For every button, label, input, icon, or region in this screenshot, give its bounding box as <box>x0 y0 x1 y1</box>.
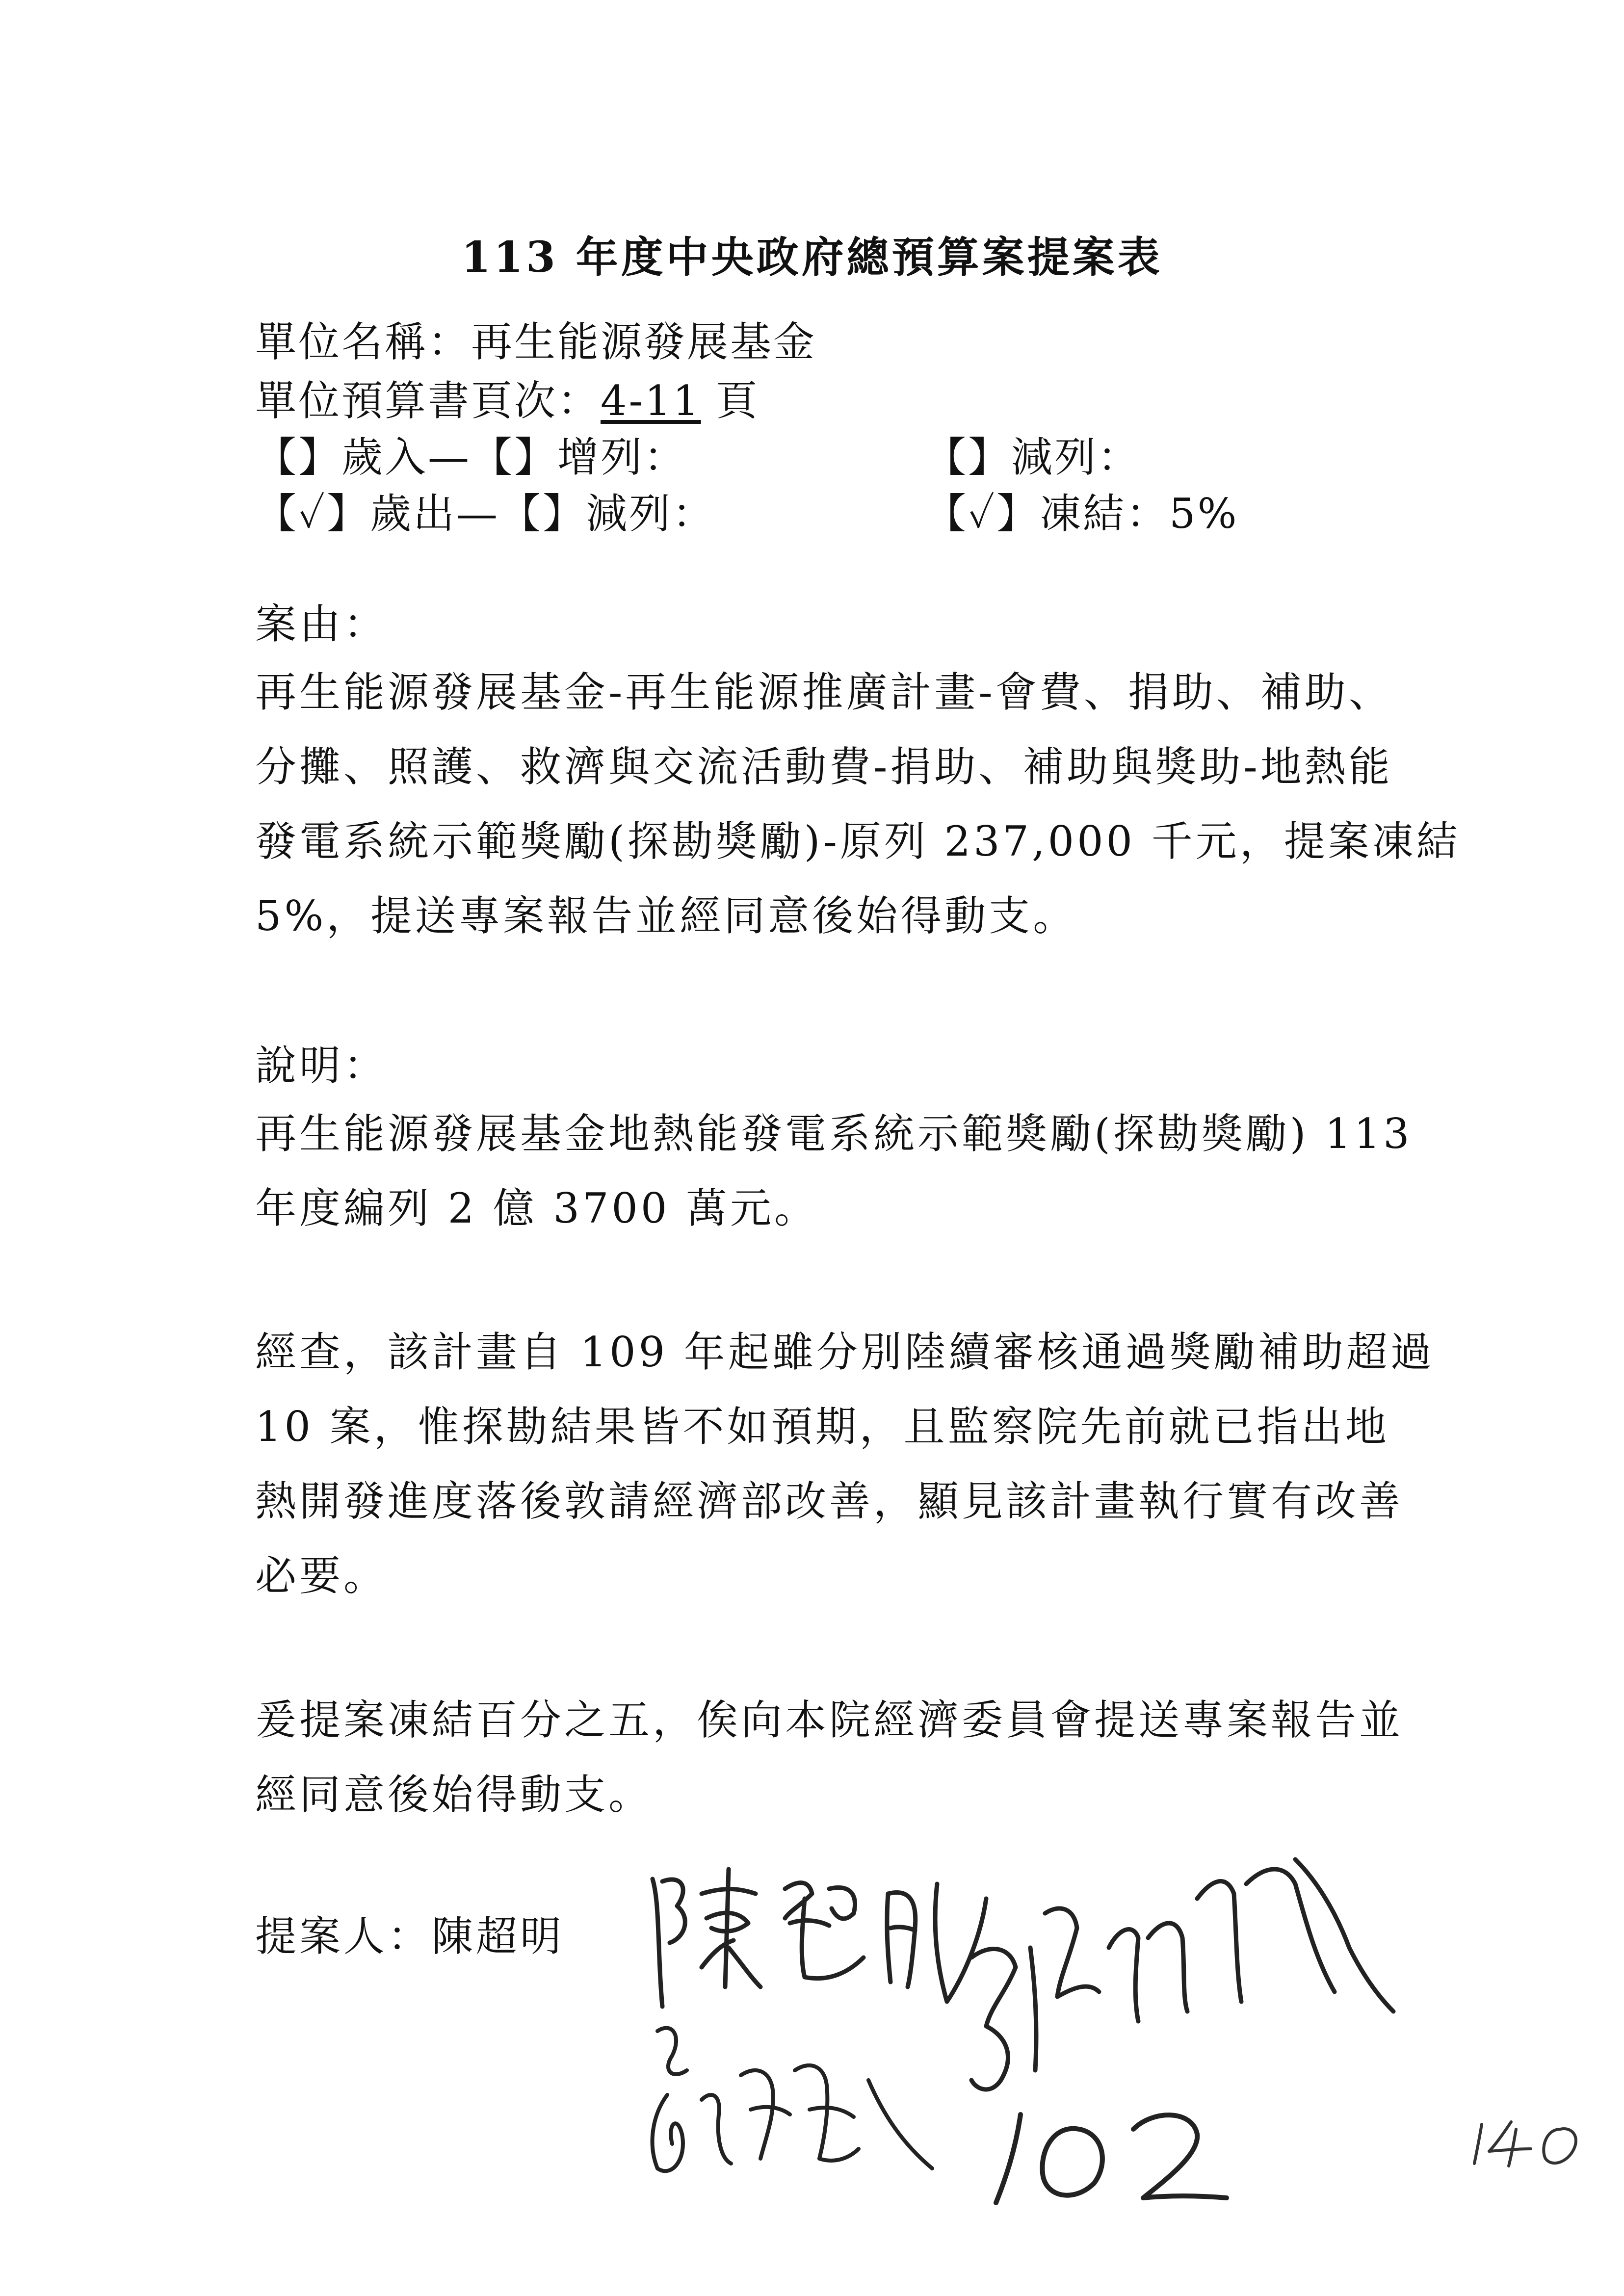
reason-heading: 案由： <box>255 600 388 648</box>
handwritten-signature-second <box>638 2011 942 2188</box>
reason-text <box>255 655 1461 953</box>
page-reference-unit: 頁 <box>701 377 760 425</box>
page-reference <box>255 368 759 427</box>
explanation-paragraph-1 <box>255 1096 1413 1246</box>
reason-line: 發電系統示範獎勵(探勘獎勵)-原列 237,000 千元，提案凍結 <box>255 817 1461 865</box>
explanation-line: 爰提案凍結百分之五，俟向本院經濟委員會提送專案報告並 <box>255 1696 1404 1744</box>
option-income-decrease: 【】減列： <box>925 433 1141 481</box>
explanation-line: 熱開發進度落後敦請經濟部改善，顯見該計畫執行實有改善 <box>255 1477 1404 1525</box>
proposer-line: 提案人：陳超明 <box>255 1912 565 1960</box>
handwritten-signature-third-drawing <box>962 1850 1403 2124</box>
explanation-line: 經查，該計畫自 109 年起雖分別陸續審核通過獎勵補助超過 <box>255 1328 1435 1376</box>
handwritten-signature-third <box>962 1850 1403 2124</box>
explanation-paragraph-2 <box>255 1315 1435 1613</box>
reason-line: 分攤、照護、救濟與交流活動費-捐助、補助與獎助-地熱能 <box>255 743 1393 791</box>
reason-line: 5%，提送專案報告並經同意後始得動支。 <box>255 892 1077 940</box>
handwritten-number-102-drawing <box>981 2085 1236 2213</box>
option-income-increase: 【】歲入—【】增列： <box>255 433 687 481</box>
handwritten-signature-second-drawing <box>638 2011 942 2188</box>
option-expense-decrease: 【✓】歲出—【】減列： <box>255 490 716 538</box>
explanation-line: 再生能源發展基金地熱能發電系統示範獎勵(探勘獎勵) 113 <box>255 1110 1413 1158</box>
page-reference-value: 4-11 <box>601 377 701 425</box>
explanation-line: 年度編列 2 億 3700 萬元。 <box>255 1184 819 1232</box>
explanation-paragraph-3 <box>255 1683 1404 1832</box>
handwritten-page-mark-140 <box>1467 2110 1595 2168</box>
signature-chen-chao-ming-drawing <box>643 1859 996 2016</box>
explanation-line: 必要。 <box>255 1552 388 1600</box>
option-freeze: 【✓】凍結：5% <box>925 490 1239 538</box>
unit-name: 單位名稱：再生能源發展基金 <box>255 318 817 366</box>
explanation-heading: 說明： <box>255 1042 388 1090</box>
document-title: 113 年度中央政府總預算案提案表 <box>461 233 1163 282</box>
signature-chen-chao-ming <box>643 1859 996 2016</box>
handwritten-number-102 <box>981 2085 1236 2213</box>
reason-line: 再生能源發展基金-再生能源推廣計畫-會費、捐助、補助、 <box>255 668 1393 716</box>
handwritten-page-mark-140-drawing <box>1467 2110 1595 2168</box>
explanation-line: 10 案，惟探勘結果皆不如預期，且監察院先前就已指出地 <box>255 1403 1389 1451</box>
page-reference-label: 單位預算書頁次： <box>255 377 601 425</box>
explanation-line: 經同意後始得動支。 <box>255 1771 653 1819</box>
